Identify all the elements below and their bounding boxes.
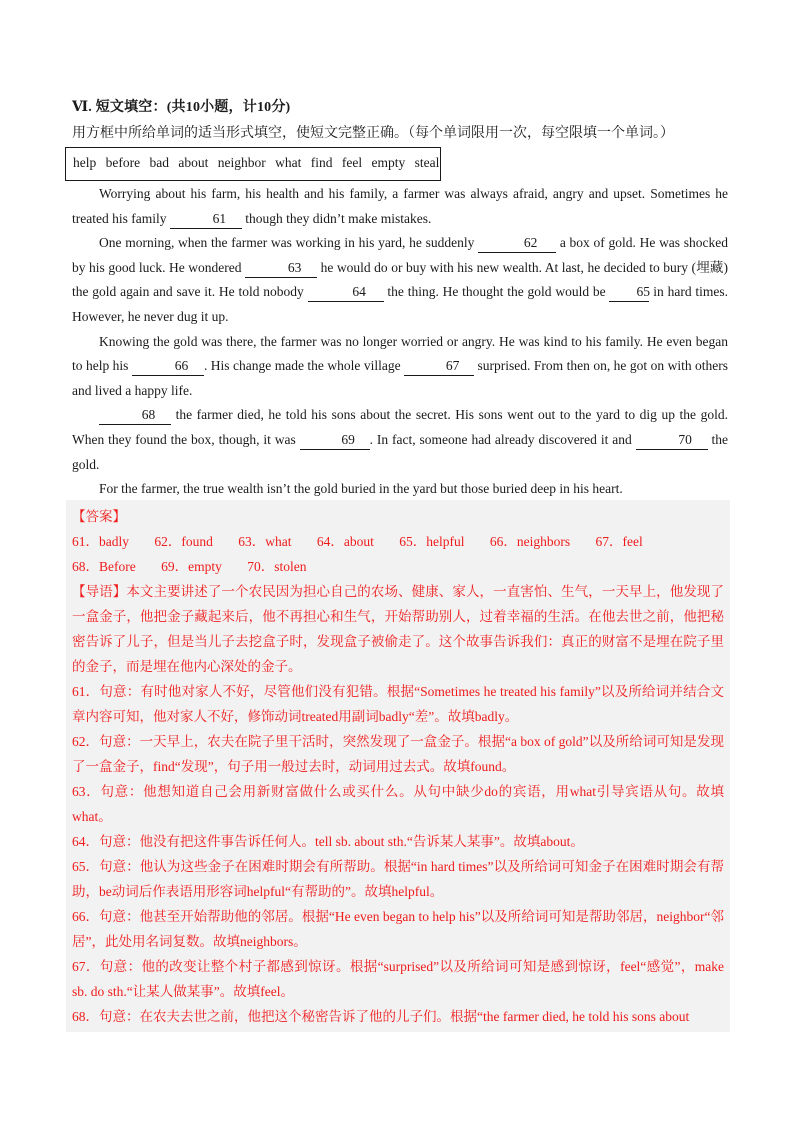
explanation-item: 68．句意：在农夫去世之前，他把这个秘密告诉了他的儿子们。根据“the farmer died, he told his sons about bbox=[72, 1009, 690, 1024]
answer-item: 69．empty bbox=[161, 559, 222, 574]
answer-heading: 【答案】 bbox=[72, 509, 126, 524]
passage-paragraph-3: Knowing the gold was there, the farmer was no longer worried or angry. He was kind to his family. He even began to help his 66 . His change made the whole village 67 surprised. From then on, he got on with others and lived a happy life. bbox=[72, 333, 729, 398]
passage-paragraph-1: Worrying about his farm, his health and his family, a farmer was always afraid, angry and upset. Sometimes he treated his family 61 though they didn’t make mistakes. bbox=[72, 182, 728, 231]
word-bank-item: about bbox=[178, 155, 209, 170]
answer-row-1 bbox=[72, 529, 724, 554]
answer-item: 70．stolen bbox=[247, 559, 307, 574]
answer-item: 66．neighbors bbox=[489, 534, 571, 549]
answer-item: 67．feel bbox=[595, 534, 643, 549]
blank-69: 69 bbox=[300, 431, 370, 450]
passage-paragraph-2: One morning, when the farmer was working in his yard, he suddenly 62 a box of gold. He was shocked by his good luck. He wondered 63 he would do or buy with his new wealth. At last, he decided to bury (埋藏) the gold again and save it. He told nobody 64 the thing. He thought the gold would be 65 in hard times. However, he never dug it up. bbox=[72, 235, 729, 324]
answer-row-2 bbox=[72, 554, 724, 579]
blank-68: 68 bbox=[99, 406, 171, 425]
answer-item: 68．Before bbox=[72, 559, 136, 574]
blank-61: 61 bbox=[170, 210, 242, 229]
answer-item: 62．found bbox=[154, 534, 213, 549]
answer-item: 64．about bbox=[316, 534, 374, 549]
blank-67: 67 bbox=[404, 357, 474, 376]
cloze-passage bbox=[72, 182, 728, 502]
passage-paragraph-4: 68 the farmer died, he told his sons about the secret. His sons went out to the yard to dig up the gold. When they found the box, though, it was 69 . In fact, someone had already discovered it and 70 the gold. bbox=[72, 407, 729, 472]
explanation-item: 61．句意：有时他对家人不好，尽管他们没有犯错。根据“Sometimes he treated his family”以及所给词并结合文章内容可知，他对家人不好，修饰动词treated用副词badly“差”。故填badly。 bbox=[72, 684, 724, 724]
answer-item: 65．helpful bbox=[399, 534, 465, 549]
guide-paragraph: 【导语】本文主要讲述了一个农民因为担心自己的农场、健康、家人，一直害怕、生气，一天早上，他发现了一盒金子，他把金子藏起来后，他不再担心和生气，开始帮助别人，过着幸福的生活。在他去世之前，他把秘密告诉了儿子，但是当儿子去挖盒子时，发现盒子被偷走了。这个故事告诉我们：真正的财富不是埋在院子里的金子，而是埋在他内心深处的金子。 bbox=[72, 584, 724, 674]
blank-66: 66 bbox=[132, 357, 204, 376]
blank-65: 65 bbox=[609, 283, 649, 302]
blank-70: 70 bbox=[636, 431, 708, 450]
word-bank-item: neighbor bbox=[217, 155, 266, 170]
answer-section bbox=[66, 500, 730, 1032]
explanation-item: 62．句意：一天早上，农夫在院子里干活时，突然发现了一盒金子。根据“a box of gold”以及所给词可知是发现了一盒金子，find“发现”，句子用一般过去时，动词用过去式。故填found。 bbox=[72, 734, 724, 774]
blank-63: 63 bbox=[245, 259, 317, 278]
word-bank-box bbox=[65, 147, 441, 181]
word-bank-item: what bbox=[275, 155, 302, 170]
explanation-item: 64．句意：他没有把这件事告诉任何人。tell sb. about sth.“告诉某人某事”。故填about。 bbox=[72, 834, 584, 849]
explanation-item: 66．句意：他甚至开始帮助他的邻居。根据“He even began to help his”以及所给词可知是帮助邻居，neighbor“邻居”，此处用名词复数。故填neighbors。 bbox=[72, 909, 724, 949]
word-bank-item: empty bbox=[371, 155, 406, 170]
word-bank-item: find bbox=[310, 155, 333, 170]
word-bank-item: before bbox=[105, 155, 141, 170]
explanation-item: 67．句意：他的改变让整个村子都感到惊讶。根据“surprised”以及所给词可知是感到惊讶，feel“感觉”，make sb. do sth.“让某人做某事”。故填feel。 bbox=[72, 959, 724, 999]
word-bank-item: bad bbox=[149, 155, 169, 170]
passage-paragraph-5: For the farmer, the true wealth isn’t the gold buried in the yard but those buried deep in his heart. bbox=[99, 481, 623, 497]
answer-item: 61．badly bbox=[72, 534, 129, 549]
answer-item: 63．what bbox=[238, 534, 292, 549]
section-instruction: 用方框中所给单词的适当形式填空，使短文完整正确。（每个单词限用一次，每空限填一个单词。） bbox=[72, 126, 674, 141]
explanation-item: 65．句意：他认为这些金子在困难时期会有所帮助。根据“in hard times”以及所给词可知金子在困难时期会有帮助，be动词后作表语用形容词helpful“有帮助的”。故填helpful。 bbox=[72, 859, 724, 899]
word-bank-item: steal bbox=[414, 155, 440, 170]
word-bank-item: help bbox=[73, 155, 97, 170]
blank-64: 64 bbox=[308, 283, 384, 302]
explanations bbox=[72, 679, 724, 1029]
blank-62: 62 bbox=[478, 234, 556, 253]
word-bank-item: feel bbox=[341, 155, 363, 170]
section-title: Ⅵ. 短文填空：(共10小题，计10分) bbox=[72, 100, 291, 115]
explanation-item: 63．句意：他想知道自己会用新财富做什么或买什么。从句中缺少do的宾语，用what引导宾语从句。故填what。 bbox=[72, 784, 724, 824]
